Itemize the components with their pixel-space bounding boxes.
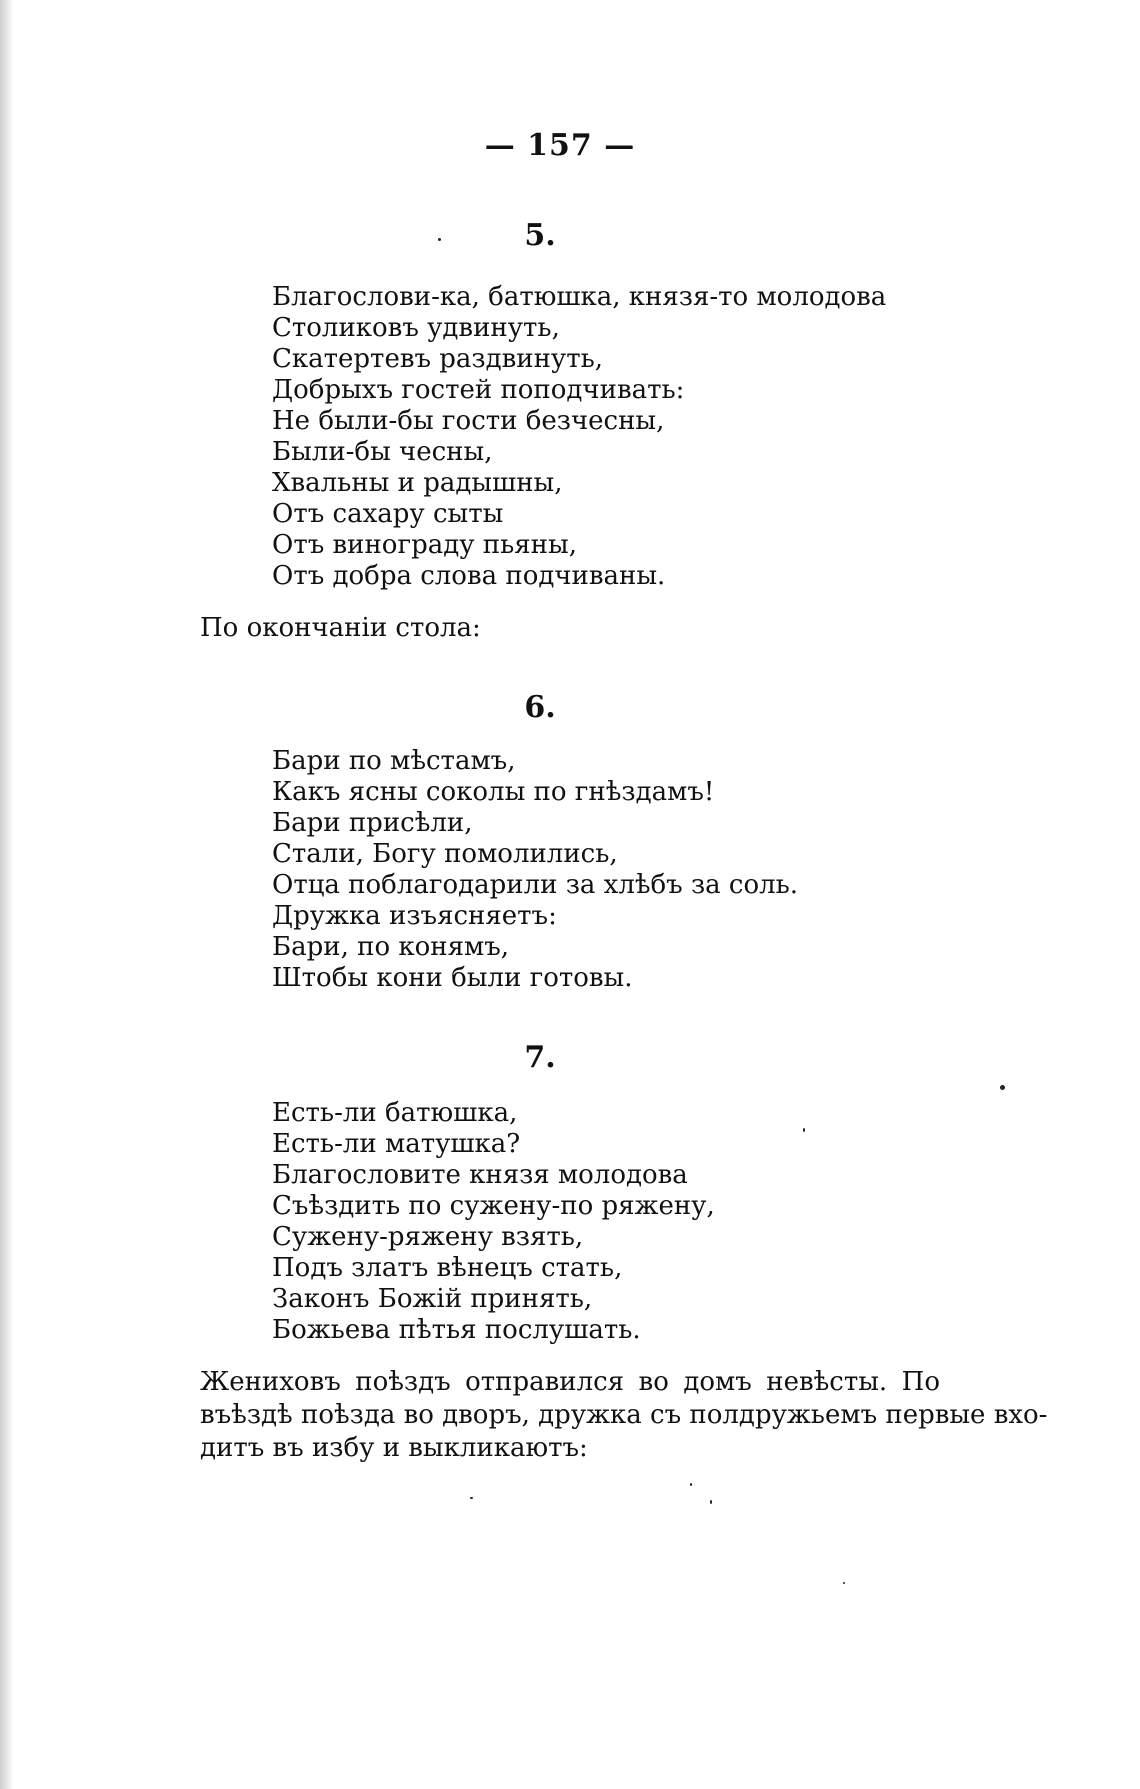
verse-line: Сужену-ряжену взять,: [272, 1222, 584, 1252]
scan-speck: [1000, 1085, 1005, 1090]
scan-speck: [690, 1483, 692, 1486]
verse-line: Стали, Богу помолились,: [272, 839, 618, 869]
verse-line: Какъ ясны соколы по гнѣздамъ!: [272, 777, 715, 807]
scan-speck: [803, 1128, 805, 1132]
paragraph-line: дитъ въ избу и выкликаютъ:: [200, 1433, 588, 1463]
section-number-7: 7.: [524, 1040, 556, 1075]
verse-line: Хвальны и радышны,: [272, 468, 563, 498]
closing-paragraph: [200, 1366, 1048, 1465]
verse-line: Отца поблагодарили за хлѣбъ за соль.: [272, 870, 799, 900]
page-edge-shadow: [0, 0, 14, 1789]
verse-line: Благословите князя молодова: [272, 1160, 688, 1190]
verse-line: Не были-бы гости безчесны,: [272, 406, 665, 436]
scan-speck: [470, 1497, 473, 1499]
verse-stanza-7: [272, 1098, 715, 1346]
scan-speck: [710, 1500, 712, 1504]
verse-line: Дружка изъясняетъ:: [272, 901, 557, 931]
verse-line: Благослови-ка, батюшка, князя-то молодова: [272, 282, 887, 312]
paragraph-line: въѣздѣ поѣзда во дворъ, дружка съ полдружьемъ первые вхо-: [200, 1400, 1048, 1430]
paragraph-line: Жениховъ поѣздъ отправился во домъ невѣсты. По: [200, 1367, 940, 1397]
verse-line: Отъ добра слова подчиваны.: [272, 561, 666, 591]
verse-line: Добрыхъ гостей поподчивать:: [272, 375, 685, 405]
section-number-6: 6.: [524, 690, 556, 725]
verse-line: Отъ винограду пьяны,: [272, 530, 577, 560]
verse-line: Бари присѣли,: [272, 808, 473, 838]
verse-line: Отъ сахару сыты: [272, 499, 504, 529]
scan-speck: [843, 1582, 845, 1584]
verse-line: Съѣздить по сужену-по ряжену,: [272, 1191, 715, 1221]
verse-line: Штобы кони были готовы.: [272, 963, 633, 993]
verse-stanza-5: [272, 282, 886, 592]
verse-line: Были-бы чесны,: [272, 437, 493, 467]
page-number: — 157 —: [484, 128, 636, 163]
verse-line: Скатертевъ раздвинуть,: [272, 344, 604, 374]
verse-line: Божьева пѣтья послушать.: [272, 1315, 641, 1345]
verse-line: Есть-ли матушка?: [272, 1129, 521, 1159]
verse-line: Столиковъ удвинуть,: [272, 313, 560, 343]
verse-line: Есть-ли батюшка,: [272, 1098, 518, 1128]
verse-line: Бари по мѣстамъ,: [272, 746, 516, 776]
verse-line: Бари, по конямъ,: [272, 932, 510, 962]
section-number-5: 5.: [524, 218, 556, 253]
verse-stanza-6: [272, 746, 798, 994]
stage-direction: По окончаніи стола:: [200, 613, 481, 643]
verse-line: Подъ златъ вѣнецъ стать,: [272, 1253, 623, 1283]
scan-speck: [438, 238, 441, 241]
verse-line: Законъ Божій принять,: [272, 1284, 593, 1314]
